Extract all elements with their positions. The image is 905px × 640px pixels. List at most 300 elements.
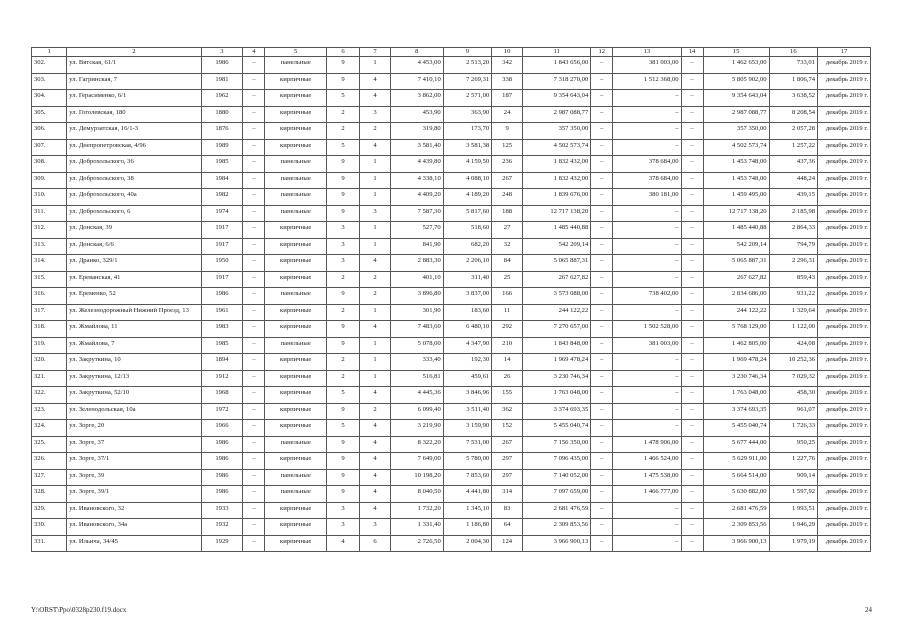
table-row (32, 205, 871, 222)
table-cell: – (243, 486, 265, 503)
table-cell: – (591, 469, 613, 486)
table-cell: – (591, 238, 613, 255)
table-cell: 1 485 440,88 (703, 222, 769, 239)
table-cell: – (591, 156, 613, 173)
table-cell: 301,90 (390, 304, 443, 321)
table-cell: 1986 (201, 436, 243, 453)
table-row (32, 535, 871, 552)
table-cell: 1983 (201, 321, 243, 338)
table-cell: 329. (32, 502, 67, 519)
table-cell: 1917 (201, 222, 243, 239)
table-cell: 210 (492, 337, 523, 354)
table-cell: кирпичные (265, 238, 327, 255)
table-cell: 424,08 (769, 337, 817, 354)
table-cell: панельные (265, 205, 327, 222)
table-cell: декабрь 2019 г. (818, 123, 871, 140)
table-cell: декабрь 2019 г. (818, 57, 871, 74)
table-cell: 297 (492, 469, 523, 486)
table-cell: 27 (492, 222, 523, 239)
table-cell: 459,61 (443, 370, 491, 387)
table-cell: 1985 (201, 156, 243, 173)
table-cell: 2 571,00 (443, 90, 491, 107)
column-number: 14 (681, 48, 703, 57)
table-cell: 327. (32, 469, 67, 486)
table-cell: 1 502 528,00 (613, 321, 681, 338)
table-cell: 9 354 643,04 (703, 90, 769, 107)
table-cell: ул. Герасименко, 6/1 (67, 90, 201, 107)
table-cell: кирпичные (265, 271, 327, 288)
table-cell: – (591, 354, 613, 371)
table-cell: декабрь 2019 г. (818, 420, 871, 437)
table-cell: – (243, 57, 265, 74)
table-row (32, 403, 871, 420)
table-cell: кирпичные (265, 255, 327, 272)
table-cell: декабрь 2019 г. (818, 387, 871, 404)
table-cell: 2 (360, 403, 391, 420)
table-cell: 7 140 052,00 (523, 469, 591, 486)
column-number: 9 (443, 48, 491, 57)
table-cell: 314. (32, 255, 67, 272)
table-cell: 1 732,20 (390, 502, 443, 519)
table-cell: 4 502 573,74 (703, 139, 769, 156)
housing-register-table (31, 47, 871, 552)
table-cell: – (243, 502, 265, 519)
table-cell: 305. (32, 106, 67, 123)
table-cell: декабрь 2019 г. (818, 288, 871, 305)
table-cell: 6 099,40 (390, 403, 443, 420)
table-cell: – (243, 288, 265, 305)
table-cell: 26 (492, 370, 523, 387)
table-cell: 1985 (201, 337, 243, 354)
table-cell: 2 (327, 106, 360, 123)
table-cell: панельные (265, 172, 327, 189)
table-cell: 3 (327, 519, 360, 536)
table-cell: 2 513,20 (443, 57, 491, 74)
table-cell: – (613, 222, 681, 239)
table-cell: кирпичные (265, 453, 327, 470)
table-cell: ул. Железнодорожный Нижний Проезд, 13 (67, 304, 201, 321)
table-cell: 12 717 138,20 (523, 205, 591, 222)
table-cell: 303. (32, 73, 67, 90)
table-cell: 166 (492, 288, 523, 305)
table-cell: 9 (327, 469, 360, 486)
table-cell: 183,60 (443, 304, 491, 321)
table-cell: декабрь 2019 г. (818, 222, 871, 239)
table-cell: 7 270 657,00 (523, 321, 591, 338)
table-cell: 2 206,10 (443, 255, 491, 272)
table-cell: кирпичные (265, 73, 327, 90)
table-cell: – (591, 420, 613, 437)
table-cell: 3 159,90 (443, 420, 491, 437)
table-cell: 1933 (201, 502, 243, 519)
table-cell: панельные (265, 337, 327, 354)
table-cell: 1 466 777,00 (613, 486, 681, 503)
table-cell: 4 (360, 436, 391, 453)
table-cell: ул. Ереванская, 41 (67, 271, 201, 288)
table-cell: 5 455 040,74 (523, 420, 591, 437)
table-cell: 4 453,00 (390, 57, 443, 74)
table-cell: 1 993,51 (769, 502, 817, 519)
table-cell: 306. (32, 123, 67, 140)
table-cell: 3 837,00 (443, 288, 491, 305)
table-cell: 1 597,92 (769, 486, 817, 503)
table-cell: – (591, 370, 613, 387)
table-cell: – (591, 436, 613, 453)
table-cell: 7 029,32 (769, 370, 817, 387)
table-cell: декабрь 2019 г. (818, 354, 871, 371)
table-cell: кирпичные (265, 370, 327, 387)
table-cell: 2 681 476,59 (703, 502, 769, 519)
table-cell: 9 (327, 189, 360, 206)
table-cell: 325. (32, 436, 67, 453)
table-cell: 25 (492, 271, 523, 288)
table-cell: – (613, 139, 681, 156)
column-number: 2 (67, 48, 201, 57)
table-cell: 7 587,30 (390, 205, 443, 222)
table-cell: 841,90 (390, 238, 443, 255)
table-cell: 3 581,38 (443, 139, 491, 156)
table-cell: – (243, 106, 265, 123)
table-row (32, 123, 871, 140)
table-cell: 1929 (201, 535, 243, 552)
table-cell: 1894 (201, 354, 243, 371)
table-cell: декабрь 2019 г. (818, 271, 871, 288)
table-cell: 9 (327, 172, 360, 189)
table-cell: – (681, 502, 703, 519)
table-cell: 6 (360, 535, 391, 552)
table-cell: декабрь 2019 г. (818, 502, 871, 519)
table-cell: 314 (492, 486, 523, 503)
table-cell: 338 (492, 73, 523, 90)
table-cell: 267 (492, 172, 523, 189)
table-row (32, 453, 871, 470)
table-cell: 244 122,22 (703, 304, 769, 321)
table-cell: ул. Ивановского, 34а (67, 519, 201, 536)
table-cell: декабрь 2019 г. (818, 205, 871, 222)
table-cell: 2 (360, 271, 391, 288)
table-cell: 1966 (201, 420, 243, 437)
table-cell: 1 512 368,00 (613, 73, 681, 90)
table-cell: – (243, 156, 265, 173)
table-cell: 3 573 088,00 (523, 288, 591, 305)
table-cell: 308. (32, 156, 67, 173)
table-cell: – (681, 420, 703, 437)
table-cell: 4 (360, 453, 391, 470)
table-cell: 1 969 478,24 (703, 354, 769, 371)
table-cell: 4 159,50 (443, 156, 491, 173)
table-cell: ул. Зорге, 39 (67, 469, 201, 486)
table-cell: ул. Доброхольского, 40а (67, 189, 201, 206)
table-cell: – (681, 519, 703, 536)
table-cell: 1 478 906,00 (613, 436, 681, 453)
table-cell: – (613, 255, 681, 272)
table-cell: 2 (327, 370, 360, 387)
table-cell: 248 (492, 189, 523, 206)
table-cell: 1950 (201, 255, 243, 272)
table-cell: ул. Жмайлова, 11 (67, 321, 201, 338)
table-row (32, 90, 871, 107)
table-cell: – (243, 337, 265, 354)
table-cell: 2 (360, 288, 391, 305)
table-cell: – (613, 403, 681, 420)
table-cell: 9 (327, 73, 360, 90)
table-cell: 1 (360, 354, 391, 371)
table-cell: 12 717 138,20 (703, 205, 769, 222)
table-cell: 5 (327, 387, 360, 404)
table-cell: – (681, 354, 703, 371)
table-cell: панельные (265, 57, 327, 74)
table-cell: 236 (492, 156, 523, 173)
table-cell: 5 677 444,00 (703, 436, 769, 453)
table-cell: кирпичные (265, 90, 327, 107)
table-cell: 125 (492, 139, 523, 156)
column-number: 7 (360, 48, 391, 57)
table-cell: 11 (492, 304, 523, 321)
table-row (32, 106, 871, 123)
table-cell: 315. (32, 271, 67, 288)
table-cell: 321. (32, 370, 67, 387)
table-row (32, 304, 871, 321)
table-cell: – (613, 502, 681, 519)
table-cell: 9 (327, 436, 360, 453)
table-cell: 14 (492, 354, 523, 371)
table-cell: 2 987 088,77 (523, 106, 591, 123)
table-cell: ул. Доброхольского, 38 (67, 172, 201, 189)
table-cell: 2 726,50 (390, 535, 443, 552)
table-cell: 2 296,31 (769, 255, 817, 272)
table-cell: 1 (360, 337, 391, 354)
column-number: 8 (390, 48, 443, 57)
table-cell: – (591, 502, 613, 519)
table-cell: 7 097 659,00 (523, 486, 591, 503)
table-cell: 173,70 (443, 123, 491, 140)
table-cell: 3 (327, 255, 360, 272)
table-cell: 152 (492, 420, 523, 437)
table-cell: 378 684,00 (613, 172, 681, 189)
table-row (32, 436, 871, 453)
table-cell: 302. (32, 57, 67, 74)
table-cell: 5 629 911,00 (703, 453, 769, 470)
table-cell: 3 219,90 (390, 420, 443, 437)
table-cell: 1 763 048,00 (523, 387, 591, 404)
table-cell: кирпичные (265, 519, 327, 536)
table-cell: 9 (327, 337, 360, 354)
table-cell: 3 862,00 (390, 90, 443, 107)
table-cell: 1 (360, 304, 391, 321)
table-cell: 3 966 900,13 (703, 535, 769, 552)
table-cell: ул. Гоголевская, 180 (67, 106, 201, 123)
table-cell: 4 441,80 (443, 486, 491, 503)
table-cell: 24 (492, 106, 523, 123)
table-cell: 3 (360, 519, 391, 536)
table-cell: ул. Еременко, 52 (67, 288, 201, 305)
table-cell: 267 627,82 (703, 271, 769, 288)
column-number: 16 (769, 48, 817, 57)
table-cell: 1 345,10 (443, 502, 491, 519)
table-cell: – (681, 288, 703, 305)
table-cell: 1 485 440,88 (523, 222, 591, 239)
table-cell: 1972 (201, 403, 243, 420)
table-cell: ул. Зорге, 39/1 (67, 486, 201, 503)
table-row (32, 519, 871, 536)
table-cell: – (243, 420, 265, 437)
table-cell: 304. (32, 90, 67, 107)
table-cell: 4 (360, 486, 391, 503)
table-cell: 8 322,20 (390, 436, 443, 453)
table-cell: 4 (360, 73, 391, 90)
table-cell: 1 453 748,00 (703, 156, 769, 173)
table-cell: – (591, 255, 613, 272)
table-cell: 324. (32, 420, 67, 437)
table-cell: 331. (32, 535, 67, 552)
table-row (32, 189, 871, 206)
file-path: Y:\ORST\Ppo\0328p230.f19.docx (31, 606, 127, 614)
table-cell: – (243, 189, 265, 206)
table-cell: – (591, 337, 613, 354)
table-cell: – (681, 156, 703, 173)
table-cell: 7 096 435,00 (523, 453, 591, 470)
column-number: 11 (523, 48, 591, 57)
table-cell: 738 402,00 (613, 288, 681, 305)
table-cell: 3 638,52 (769, 90, 817, 107)
table-cell: ул. Дранко, 329/1 (67, 255, 201, 272)
table-cell: панельные (265, 436, 327, 453)
table-cell: 909,14 (769, 469, 817, 486)
table-cell: 9 (327, 321, 360, 338)
table-cell: 10 252,36 (769, 354, 817, 371)
table-cell: – (243, 535, 265, 552)
table-cell: – (613, 90, 681, 107)
column-number: 10 (492, 48, 523, 57)
table-cell: ул. Донская, 39 (67, 222, 201, 239)
table-cell: 2 (327, 123, 360, 140)
table-cell: 323. (32, 403, 67, 420)
table-cell: 4 (360, 387, 391, 404)
table-cell: 311,40 (443, 271, 491, 288)
table-cell: кирпичные (265, 420, 327, 437)
table-cell: 1 839 676,00 (523, 189, 591, 206)
table-cell: – (681, 370, 703, 387)
table-cell: 124 (492, 535, 523, 552)
table-cell: 1 979,19 (769, 535, 817, 552)
table-cell: декабрь 2019 г. (818, 106, 871, 123)
table-cell: – (591, 123, 613, 140)
table-cell: 319. (32, 337, 67, 354)
table-cell: 2 681 476,59 (523, 502, 591, 519)
table-cell: ул. Доброхольского, 36 (67, 156, 201, 173)
table-cell: ул. Жмайлова, 7 (67, 337, 201, 354)
table-cell: 4 (360, 255, 391, 272)
table-cell: – (591, 189, 613, 206)
table-cell: 320. (32, 354, 67, 371)
table-cell: ул. Вятская, 61/1 (67, 57, 201, 74)
table-cell: – (591, 271, 613, 288)
column-number: 5 (265, 48, 327, 57)
table-cell: ул. Закруткина, 10 (67, 354, 201, 371)
table-cell: декабрь 2019 г. (818, 436, 871, 453)
table-cell: – (681, 321, 703, 338)
table-cell: – (613, 519, 681, 536)
table-cell: 7 156 350,00 (523, 436, 591, 453)
table-cell: 931,22 (769, 288, 817, 305)
table-cell: – (591, 139, 613, 156)
table-cell: декабрь 2019 г. (818, 172, 871, 189)
table-cell: – (243, 304, 265, 321)
table-cell: 1 832 432,00 (523, 172, 591, 189)
table-cell: – (243, 387, 265, 404)
table-cell: 9 (327, 486, 360, 503)
table-cell: ул. Ильича, 34/45 (67, 535, 201, 552)
table-cell: кирпичные (265, 222, 327, 239)
table-cell: 292 (492, 321, 523, 338)
table-cell: 4 (360, 139, 391, 156)
table-cell: 187 (492, 90, 523, 107)
table-cell: 3 966 900,13 (523, 535, 591, 552)
table-cell: декабрь 2019 г. (818, 535, 871, 552)
table-cell: 3 (327, 238, 360, 255)
table-cell: – (591, 57, 613, 74)
table-cell: – (613, 238, 681, 255)
table-cell: 3 (327, 502, 360, 519)
table-cell: 309. (32, 172, 67, 189)
table-cell: – (591, 387, 613, 404)
table-row (32, 321, 871, 338)
table-cell: 9 (327, 453, 360, 470)
table-cell: декабрь 2019 г. (818, 337, 871, 354)
column-number-row (32, 48, 871, 57)
table-cell: декабрь 2019 г. (818, 321, 871, 338)
table-cell: 4 439,80 (390, 156, 443, 173)
table-cell: 192,30 (443, 354, 491, 371)
table-cell: 5 065 887,31 (523, 255, 591, 272)
table-cell: 4 189,20 (443, 189, 491, 206)
table-cell: декабрь 2019 г. (818, 403, 871, 420)
table-row (32, 238, 871, 255)
table-cell: 733,01 (769, 57, 817, 74)
table-cell: 2 057,28 (769, 123, 817, 140)
table-cell: ул. Зеленодольская, 10а (67, 403, 201, 420)
table-cell: 950,25 (769, 436, 817, 453)
table-cell: 1 (360, 156, 391, 173)
table-cell: кирпичные (265, 502, 327, 519)
table-cell: 859,43 (769, 271, 817, 288)
table-cell: 2 (327, 304, 360, 321)
table-cell: 516,81 (390, 370, 443, 387)
table-cell: 3 (360, 205, 391, 222)
table-cell: – (681, 172, 703, 189)
table-cell: 1986 (201, 288, 243, 305)
table-cell: 1880 (201, 106, 243, 123)
table-cell: 1 (360, 172, 391, 189)
table-cell: кирпичные (265, 354, 327, 371)
table-cell: 4 (360, 502, 391, 519)
table-cell: 1 227,76 (769, 453, 817, 470)
table-cell: 381 003,00 (613, 337, 681, 354)
table-cell: декабрь 2019 г. (818, 486, 871, 503)
table-cell: ул. Гагринская, 7 (67, 73, 201, 90)
table-cell: ул. Доброхольского, 6 (67, 205, 201, 222)
table-cell: 307. (32, 139, 67, 156)
table-cell: ул. Зорге, 20 (67, 420, 201, 437)
table-cell: 7 410,10 (390, 73, 443, 90)
table-cell: 316. (32, 288, 67, 305)
table-cell: – (591, 205, 613, 222)
table-cell: 1 462 805,00 (703, 337, 769, 354)
table-cell: – (243, 123, 265, 140)
table-cell: 1 946,29 (769, 519, 817, 536)
table-cell: – (613, 535, 681, 552)
table-cell: декабрь 2019 г. (818, 469, 871, 486)
